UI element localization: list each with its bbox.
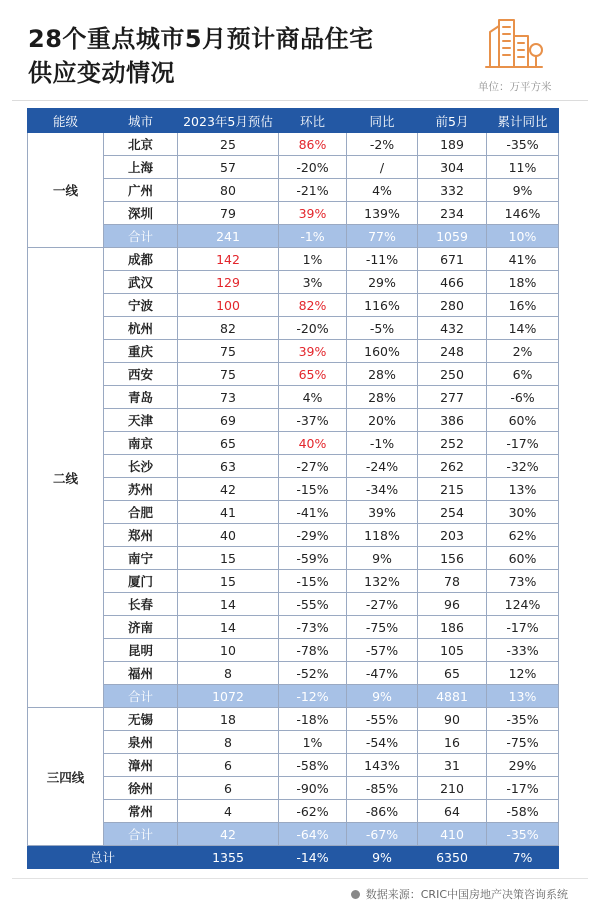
table-row xyxy=(28,248,559,271)
subtotal-estimate-cell: 1072 xyxy=(178,685,279,708)
estimate-cell: 14 xyxy=(178,593,279,616)
city-cell: 长春 xyxy=(104,593,178,616)
estimate-cell: 129 xyxy=(178,271,279,294)
mom-cell: -59% xyxy=(279,547,347,570)
mom-cell: -62% xyxy=(279,800,347,823)
table-row xyxy=(28,340,559,363)
city-cell: 郑州 xyxy=(104,524,178,547)
yoy-cell: -2% xyxy=(347,133,418,156)
table-row xyxy=(28,593,559,616)
estimate-cell: 10 xyxy=(178,639,279,662)
col-header-yoy: 同比 xyxy=(347,109,418,133)
table-row xyxy=(28,754,559,777)
col-header-ytd: 前5月 xyxy=(418,109,487,133)
ytd-cell: 277 xyxy=(418,386,487,409)
table-row xyxy=(28,363,559,386)
estimate-cell: 40 xyxy=(178,524,279,547)
cum-yoy-cell: -32% xyxy=(487,455,559,478)
city-cell: 天津 xyxy=(104,409,178,432)
cum-yoy-cell: -17% xyxy=(487,777,559,800)
cum-yoy-cell: 62% xyxy=(487,524,559,547)
subtotal-mom-cell: -12% xyxy=(279,685,347,708)
cum-yoy-cell: -33% xyxy=(487,639,559,662)
subtotal-ytd-cell: 410 xyxy=(418,823,487,846)
table-row xyxy=(28,616,559,639)
mom-cell: 1% xyxy=(279,731,347,754)
subtotal-estimate-cell: 241 xyxy=(178,225,279,248)
ytd-cell: 156 xyxy=(418,547,487,570)
cum-yoy-cell: 13% xyxy=(487,478,559,501)
page-header xyxy=(0,0,600,100)
cum-yoy-cell: -75% xyxy=(487,731,559,754)
city-cell: 厦门 xyxy=(104,570,178,593)
table-row xyxy=(28,639,559,662)
col-header-estimate: 2023年5月预估 xyxy=(178,109,279,133)
ytd-cell: 262 xyxy=(418,455,487,478)
cum-yoy-cell: -6% xyxy=(487,386,559,409)
cum-yoy-cell: 11% xyxy=(487,156,559,179)
estimate-cell: 100 xyxy=(178,294,279,317)
cum-yoy-cell: 9% xyxy=(487,179,559,202)
table-row xyxy=(28,524,559,547)
yoy-cell: 28% xyxy=(347,386,418,409)
estimate-cell: 15 xyxy=(178,570,279,593)
ytd-cell: 16 xyxy=(418,731,487,754)
cum-yoy-cell: 14% xyxy=(487,317,559,340)
page-title-line1: 28个重点城市5月预计商品住宅 xyxy=(28,25,374,53)
cum-yoy-cell: 2% xyxy=(487,340,559,363)
city-cell: 福州 xyxy=(104,662,178,685)
subtotal-row xyxy=(28,685,559,708)
cum-yoy-cell: 30% xyxy=(487,501,559,524)
mom-cell: -90% xyxy=(279,777,347,800)
ytd-cell: 64 xyxy=(418,800,487,823)
mom-cell: -15% xyxy=(279,570,347,593)
mom-cell: 39% xyxy=(279,340,347,363)
city-cell: 徐州 xyxy=(104,777,178,800)
ytd-cell: 304 xyxy=(418,156,487,179)
subtotal-row xyxy=(28,823,559,846)
mom-cell: -55% xyxy=(279,593,347,616)
yoy-cell: -85% xyxy=(347,777,418,800)
yoy-cell: 116% xyxy=(347,294,418,317)
estimate-cell: 18 xyxy=(178,708,279,731)
cum-yoy-cell: -17% xyxy=(487,616,559,639)
estimate-cell: 14 xyxy=(178,616,279,639)
yoy-cell: 139% xyxy=(347,202,418,225)
subtotal-cum-yoy-cell: 13% xyxy=(487,685,559,708)
page-title-line2: 供应变动情况 xyxy=(28,59,175,87)
total-cum-yoy-cell: 7% xyxy=(487,846,559,869)
city-cell: 上海 xyxy=(104,156,178,179)
ytd-cell: 248 xyxy=(418,340,487,363)
ytd-cell: 210 xyxy=(418,777,487,800)
mom-cell: 40% xyxy=(279,432,347,455)
table-row xyxy=(28,731,559,754)
city-cell: 南京 xyxy=(104,432,178,455)
yoy-cell: -54% xyxy=(347,731,418,754)
yoy-cell: 4% xyxy=(347,179,418,202)
subtotal-ytd-cell: 4881 xyxy=(418,685,487,708)
cum-yoy-cell: -17% xyxy=(487,432,559,455)
mom-cell: 82% xyxy=(279,294,347,317)
yoy-cell: 118% xyxy=(347,524,418,547)
cum-yoy-cell: 41% xyxy=(487,248,559,271)
subtotal-mom-cell: -1% xyxy=(279,225,347,248)
mom-cell: -20% xyxy=(279,156,347,179)
cum-yoy-cell: 60% xyxy=(487,409,559,432)
mom-cell: 3% xyxy=(279,271,347,294)
total-yoy-cell: 9% xyxy=(347,846,418,869)
ytd-cell: 90 xyxy=(418,708,487,731)
subtotal-yoy-cell: 77% xyxy=(347,225,418,248)
yoy-cell: 28% xyxy=(347,363,418,386)
city-cell: 漳州 xyxy=(104,754,178,777)
table-row xyxy=(28,455,559,478)
yoy-cell: -11% xyxy=(347,248,418,271)
cum-yoy-cell: 73% xyxy=(487,570,559,593)
city-cell: 无锡 xyxy=(104,708,178,731)
subtotal-label: 合计 xyxy=(104,823,178,846)
col-header-mom: 环比 xyxy=(279,109,347,133)
col-header-city: 城市 xyxy=(104,109,178,133)
estimate-cell: 69 xyxy=(178,409,279,432)
estimate-cell: 142 xyxy=(178,248,279,271)
city-cell: 武汉 xyxy=(104,271,178,294)
cum-yoy-cell: -58% xyxy=(487,800,559,823)
data-source xyxy=(351,886,568,902)
estimate-cell: 63 xyxy=(178,455,279,478)
estimate-cell: 41 xyxy=(178,501,279,524)
mom-cell: -58% xyxy=(279,754,347,777)
yoy-cell: -5% xyxy=(347,317,418,340)
table-row xyxy=(28,777,559,800)
table-row xyxy=(28,708,559,731)
col-header-tier: 能级 xyxy=(28,109,104,133)
yoy-cell: -57% xyxy=(347,639,418,662)
ytd-cell: 96 xyxy=(418,593,487,616)
total-label: 总计 xyxy=(28,846,178,869)
yoy-cell: -27% xyxy=(347,593,418,616)
cum-yoy-cell: -35% xyxy=(487,708,559,731)
supply-table xyxy=(27,108,559,869)
table-row xyxy=(28,547,559,570)
mom-cell: -18% xyxy=(279,708,347,731)
yoy-cell: / xyxy=(347,156,418,179)
total-row xyxy=(28,846,559,869)
yoy-cell: -1% xyxy=(347,432,418,455)
ytd-cell: 332 xyxy=(418,179,487,202)
cum-yoy-cell: 29% xyxy=(487,754,559,777)
table-row xyxy=(28,179,559,202)
yoy-cell: 9% xyxy=(347,547,418,570)
yoy-cell: 39% xyxy=(347,501,418,524)
mom-cell: -37% xyxy=(279,409,347,432)
yoy-cell: -24% xyxy=(347,455,418,478)
estimate-cell: 8 xyxy=(178,662,279,685)
cum-yoy-cell: -35% xyxy=(487,133,559,156)
subtotal-yoy-cell: -67% xyxy=(347,823,418,846)
estimate-cell: 65 xyxy=(178,432,279,455)
mom-cell: -15% xyxy=(279,478,347,501)
estimate-cell: 15 xyxy=(178,547,279,570)
table-row xyxy=(28,271,559,294)
ytd-cell: 215 xyxy=(418,478,487,501)
estimate-cell: 25 xyxy=(178,133,279,156)
ytd-cell: 432 xyxy=(418,317,487,340)
yoy-cell: -47% xyxy=(347,662,418,685)
city-cell: 泉州 xyxy=(104,731,178,754)
ytd-cell: 234 xyxy=(418,202,487,225)
ytd-cell: 250 xyxy=(418,363,487,386)
city-cell: 杭州 xyxy=(104,317,178,340)
city-cell: 昆明 xyxy=(104,639,178,662)
city-cell: 宁波 xyxy=(104,294,178,317)
city-cell: 广州 xyxy=(104,179,178,202)
cum-yoy-cell: 60% xyxy=(487,547,559,570)
unit-label: 单位：万平方米 xyxy=(478,81,552,93)
total-estimate-cell: 1355 xyxy=(178,846,279,869)
estimate-cell: 82 xyxy=(178,317,279,340)
table-header-row xyxy=(28,109,559,133)
col-header-cum-yoy: 累计同比 xyxy=(487,109,559,133)
ytd-cell: 254 xyxy=(418,501,487,524)
city-cell: 济南 xyxy=(104,616,178,639)
subtotal-row xyxy=(28,225,559,248)
data-source-text: 数据来源：CRIC中国房地产决策咨询系统 xyxy=(365,888,568,901)
yoy-cell: -75% xyxy=(347,616,418,639)
subtotal-cum-yoy-cell: 10% xyxy=(487,225,559,248)
city-cell: 成都 xyxy=(104,248,178,271)
total-mom-cell: -14% xyxy=(279,846,347,869)
page-title xyxy=(28,22,478,90)
cum-yoy-cell: 16% xyxy=(487,294,559,317)
mom-cell: -52% xyxy=(279,662,347,685)
estimate-cell: 4 xyxy=(178,800,279,823)
table-row xyxy=(28,800,559,823)
estimate-cell: 57 xyxy=(178,156,279,179)
yoy-cell: -34% xyxy=(347,478,418,501)
estimate-cell: 75 xyxy=(178,340,279,363)
table-row xyxy=(28,294,559,317)
mom-cell: 65% xyxy=(279,363,347,386)
mom-cell: -21% xyxy=(279,179,347,202)
table-row xyxy=(28,386,559,409)
city-cell: 青岛 xyxy=(104,386,178,409)
city-cell: 北京 xyxy=(104,133,178,156)
estimate-cell: 6 xyxy=(178,777,279,800)
ytd-cell: 78 xyxy=(418,570,487,593)
city-cell: 南宁 xyxy=(104,547,178,570)
table-row xyxy=(28,501,559,524)
estimate-cell: 73 xyxy=(178,386,279,409)
tier-cell: 一线 xyxy=(28,133,104,248)
ytd-cell: 386 xyxy=(418,409,487,432)
table-row xyxy=(28,409,559,432)
mom-cell: 86% xyxy=(279,133,347,156)
tier-cell: 二线 xyxy=(28,248,104,708)
mom-cell: -41% xyxy=(279,501,347,524)
estimate-cell: 42 xyxy=(178,478,279,501)
yoy-cell: 132% xyxy=(347,570,418,593)
yoy-cell: 20% xyxy=(347,409,418,432)
estimate-cell: 80 xyxy=(178,179,279,202)
ytd-cell: 186 xyxy=(418,616,487,639)
table-row xyxy=(28,570,559,593)
ytd-cell: 203 xyxy=(418,524,487,547)
estimate-cell: 79 xyxy=(178,202,279,225)
table-body xyxy=(28,133,559,869)
cum-yoy-cell: 6% xyxy=(487,363,559,386)
yoy-cell: -86% xyxy=(347,800,418,823)
table-row xyxy=(28,478,559,501)
table-row xyxy=(28,202,559,225)
mom-cell: 39% xyxy=(279,202,347,225)
subtotal-label: 合计 xyxy=(104,685,178,708)
table-row xyxy=(28,133,559,156)
city-cell: 合肥 xyxy=(104,501,178,524)
city-cell: 常州 xyxy=(104,800,178,823)
ytd-cell: 252 xyxy=(418,432,487,455)
subtotal-cum-yoy-cell: -35% xyxy=(487,823,559,846)
tier-cell: 三四线 xyxy=(28,708,104,846)
ytd-cell: 280 xyxy=(418,294,487,317)
city-cell: 重庆 xyxy=(104,340,178,363)
ytd-cell: 671 xyxy=(418,248,487,271)
cum-yoy-cell: 146% xyxy=(487,202,559,225)
yoy-cell: 143% xyxy=(347,754,418,777)
total-ytd-cell: 6350 xyxy=(418,846,487,869)
bullet-dot-icon xyxy=(351,890,360,899)
mom-cell: -27% xyxy=(279,455,347,478)
subtotal-estimate-cell: 42 xyxy=(178,823,279,846)
city-cell: 深圳 xyxy=(104,202,178,225)
cum-yoy-cell: 124% xyxy=(487,593,559,616)
table-row xyxy=(28,662,559,685)
mom-cell: -29% xyxy=(279,524,347,547)
ytd-cell: 466 xyxy=(418,271,487,294)
mom-cell: 4% xyxy=(279,386,347,409)
ytd-cell: 65 xyxy=(418,662,487,685)
cum-yoy-cell: 18% xyxy=(487,271,559,294)
estimate-cell: 8 xyxy=(178,731,279,754)
cum-yoy-cell: 12% xyxy=(487,662,559,685)
city-cell: 西安 xyxy=(104,363,178,386)
city-cell: 长沙 xyxy=(104,455,178,478)
footer-divider xyxy=(12,878,588,879)
city-buildings-icon xyxy=(484,10,546,72)
estimate-cell: 6 xyxy=(178,754,279,777)
yoy-cell: 160% xyxy=(347,340,418,363)
ytd-cell: 189 xyxy=(418,133,487,156)
yoy-cell: -55% xyxy=(347,708,418,731)
yoy-cell: 29% xyxy=(347,271,418,294)
city-cell: 苏州 xyxy=(104,478,178,501)
subtotal-label: 合计 xyxy=(104,225,178,248)
ytd-cell: 105 xyxy=(418,639,487,662)
estimate-cell: 75 xyxy=(178,363,279,386)
subtotal-ytd-cell: 1059 xyxy=(418,225,487,248)
mom-cell: 1% xyxy=(279,248,347,271)
subtotal-yoy-cell: 9% xyxy=(347,685,418,708)
mom-cell: -73% xyxy=(279,616,347,639)
mom-cell: -20% xyxy=(279,317,347,340)
table-row xyxy=(28,156,559,179)
mom-cell: -78% xyxy=(279,639,347,662)
header-divider xyxy=(12,100,588,101)
table-row xyxy=(28,317,559,340)
table-row xyxy=(28,432,559,455)
subtotal-mom-cell: -64% xyxy=(279,823,347,846)
ytd-cell: 31 xyxy=(418,754,487,777)
